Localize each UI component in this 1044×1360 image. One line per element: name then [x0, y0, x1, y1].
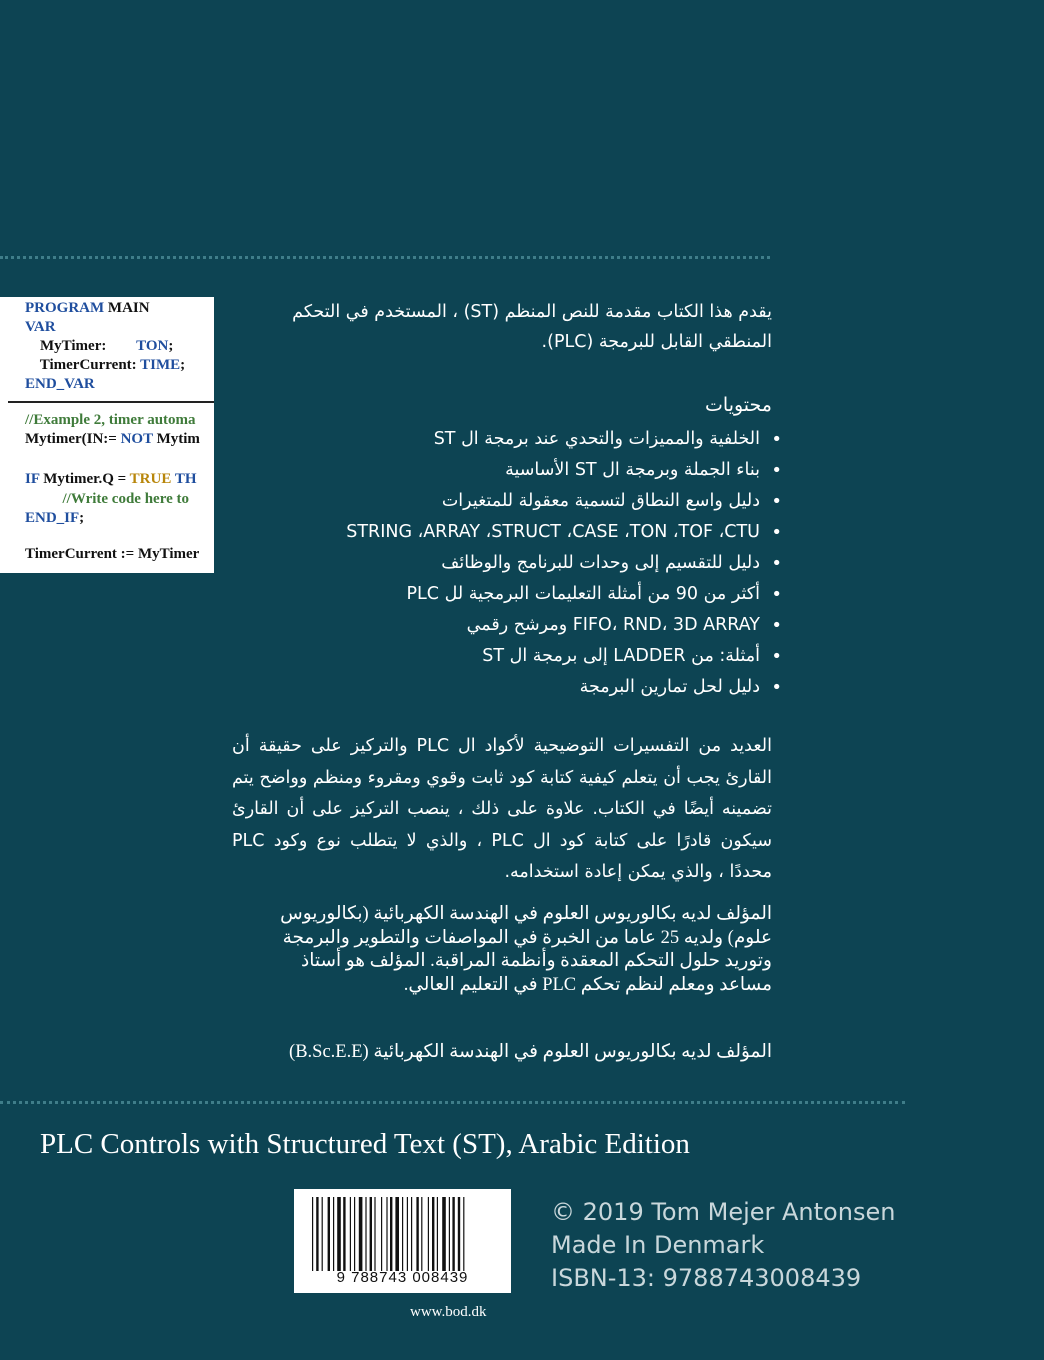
- code-sample-panel: [0, 297, 214, 573]
- author-degree-paragraph: المؤلف لديه بكالوريوس العلوم في الهندسة الكهربائية (B.Sc.E.E): [289, 1042, 772, 1062]
- barcode-bar: [381, 1197, 382, 1271]
- barcode-bar: [354, 1197, 355, 1271]
- barcode-bar: [411, 1197, 412, 1271]
- publisher-url: www.bod.dk: [410, 1304, 487, 1320]
- code-token: TIME: [140, 357, 181, 373]
- code-line: [25, 356, 185, 374]
- code-token: TON: [136, 338, 169, 354]
- code-token: TimerCurrent := MyTimer: [25, 546, 200, 562]
- barcode-bar: [328, 1197, 330, 1271]
- barcode-bars-graphic: [312, 1197, 492, 1271]
- contents-item: • أمثلة: من LADDER إلى برمجة ال ST: [222, 641, 782, 672]
- contents-item: • FIFO، RND، 3D ARRAY ومرشح رقمي: [222, 610, 782, 641]
- barcode-bar: [407, 1197, 408, 1271]
- contents-item: • دليل للتقسيم إلى وحدات للبرنامج والوظائف: [222, 548, 782, 579]
- code-token: TRUE: [129, 471, 172, 487]
- bottom-dotted-divider: [0, 1101, 905, 1104]
- barcode-bar: [370, 1197, 372, 1271]
- author-bio-paragraph: المؤلف لديه بكالوريوس العلوم في الهندسة الكهربائية (بكالوريوس علوم) ولديه 25 عاما من الخبرة في المواصفات والتطوير والبرمجة وتوريد حلول التحكم المعقدة وأنظمة المراقبة. المؤلف هو أستاذ مساعد ومعلم لنظم تحكم PLC في التعليم العالي.: [280, 904, 772, 995]
- code-token: TH: [171, 471, 197, 487]
- barcode-bar: [421, 1197, 422, 1271]
- code-token: ;: [180, 357, 186, 373]
- imprint-block: [551, 1196, 895, 1295]
- barcode-bar: [322, 1197, 323, 1271]
- code-token: END_VAR: [25, 376, 95, 392]
- barcode-bar: [386, 1197, 387, 1271]
- code-line: [25, 470, 197, 488]
- isbn-barcode: [294, 1189, 511, 1293]
- top-dotted-divider: [0, 256, 770, 259]
- code-token: END_IF: [25, 510, 80, 526]
- barcode-bar: [390, 1197, 392, 1271]
- code-token: MyTimer:: [25, 338, 137, 354]
- code-token: ;: [168, 338, 174, 354]
- contents-item: • الخلفية والمميزات والتحدي عند برمجة ال ST: [222, 424, 782, 455]
- barcode-bar: [337, 1197, 341, 1271]
- code-line: [25, 490, 189, 508]
- code-line: [25, 509, 84, 527]
- contents-list: [222, 424, 782, 703]
- code-line: [25, 375, 95, 393]
- code-line: [25, 299, 150, 317]
- barcode-bar: [449, 1197, 450, 1271]
- code-token: PROGRAM: [25, 300, 108, 316]
- contents-item: • دليل لحل تمارين البرمجة: [222, 672, 782, 703]
- contents-item: • دليل واسع النطاق لتسمية معقولة للمتغيرات: [222, 486, 782, 517]
- copyright-line: © 2019 Tom Mejer Antonsen: [551, 1198, 896, 1226]
- contents-heading: محتويات: [705, 394, 772, 416]
- barcode-bar: [350, 1197, 351, 1271]
- barcode-bar: [374, 1197, 375, 1271]
- barcode-bar: [402, 1197, 403, 1271]
- barcode-bar: [428, 1197, 429, 1271]
- code-line: [25, 337, 173, 355]
- contents-item: • STRING ،ARRAY ،STRUCT ،CASE ،TON ،TOF ،CTU: [222, 517, 782, 548]
- book-title: PLC Controls with Structured Text (ST), Arabic Edition: [40, 1128, 690, 1160]
- intro-paragraph: يقدم هذا الكتاب مقدمة للنص المنظم (ST) ، المستخدم في التحكم المنطقي القابل للبرمجة (PLC).: [292, 302, 772, 352]
- code-token: NOT: [120, 431, 153, 447]
- code-token: //Write code here to: [25, 491, 189, 507]
- barcode-bar: [442, 1197, 446, 1271]
- contents-item: • بناء الجملة وبرمجة ال ST الأساسية: [222, 455, 782, 486]
- description-paragraph: العديد من التفسيرات التوضيحية لأكواد ال PLC والتركيز على حقيقة أن القارئ يجب أن يتعلم كيفية كتابة كود ثابت وقوي ومقروء ومنظم وواضح يتم تضمينه أيضًا في الكتاب. علاوة على ذلك ، ينصب التركيز على أن القارئ سيكون قادرًا على كتابة كود ال PLC ، والذي لا يتطلب نوع وكود PLC محددًا ، والذي يمكن إعادة استخدامه.: [232, 736, 772, 882]
- barcode-bar: [416, 1197, 418, 1271]
- origin-line: Made In Denmark: [551, 1231, 765, 1259]
- code-line: [25, 318, 56, 336]
- barcode-bar: [452, 1197, 454, 1271]
- code-line: [25, 545, 199, 563]
- code-token: Mytimer.Q =: [43, 471, 130, 487]
- barcode-bar: [365, 1197, 366, 1271]
- code-token: TimerCurrent:: [25, 357, 141, 373]
- barcode-bar: [316, 1197, 318, 1271]
- barcode-bar: [437, 1197, 438, 1271]
- barcode-bar: [343, 1197, 345, 1271]
- code-token: //Example 2, timer automa: [25, 412, 196, 428]
- barcode-bar: [312, 1197, 313, 1271]
- barcode-bar: [432, 1197, 434, 1271]
- code-token: ;: [79, 510, 85, 526]
- code-token: VAR: [25, 319, 56, 335]
- code-token: MAIN: [107, 300, 150, 316]
- barcode-bar: [359, 1197, 363, 1271]
- isbn-line: ISBN-13: 9788743008439: [551, 1264, 862, 1292]
- code-line: [25, 411, 196, 429]
- barcode-bar: [463, 1197, 464, 1271]
- code-token: Mytim: [152, 431, 200, 447]
- barcode-bar: [395, 1197, 399, 1271]
- code-line: [25, 430, 200, 448]
- contents-item: • أكثر من 90 من أمثلة التعليمات البرمجية لل PLC: [222, 579, 782, 610]
- code-token: Mytimer(IN:=: [25, 431, 121, 447]
- barcode-bar: [333, 1197, 334, 1271]
- barcode-digits: 9 788743 008439: [336, 1269, 469, 1286]
- barcode-bar: [458, 1197, 460, 1271]
- code-token: IF: [25, 471, 44, 487]
- code-separator: [8, 401, 214, 403]
